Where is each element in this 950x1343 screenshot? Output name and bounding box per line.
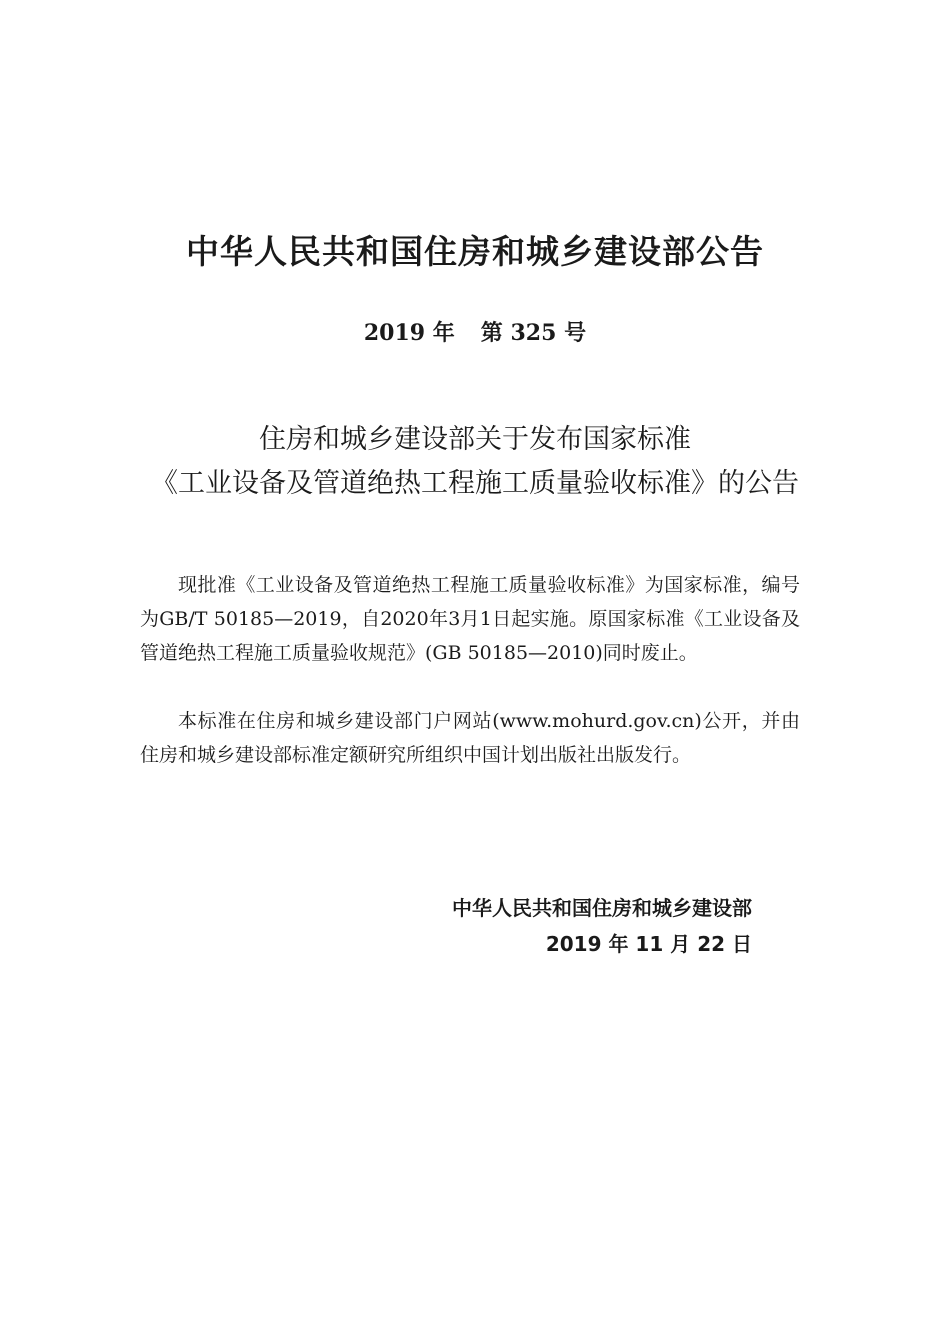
announcement-number-prefix: 第 — [480, 321, 503, 346]
announcement-number — [0, 316, 950, 347]
body-paragraph-approval: 现批准《工业设备及管道绝热工程施工质量验收标准》为国家标准，编号为GB/T 50185—2019，自2020年3月1日起实施。原国家标准《工业设备及管道绝热工程施工质量验收规范》(GB 50185—2010)同时废止。 — [140, 574, 800, 664]
announcement-number-value: 325 — [510, 320, 557, 346]
announcement-subject-line-1: 住房和城乡建设部关于发布国家标准 — [259, 424, 691, 455]
announcement-year-suffix: 年 — [432, 321, 455, 346]
announcement-year: 2019 — [363, 320, 426, 346]
signature-organization: 中华人民共和国住房和城乡建设部 — [452, 896, 752, 920]
announcement-title: 中华人民共和国住房和城乡建设部公告 — [186, 232, 764, 271]
body-paragraph-publication: 本标准在住房和城乡建设部门户网站(www.mohurd.gov.cn)公开，并由住房和城乡建设部标准定额研究所组织中国计划出版社出版发行。 — [140, 710, 800, 766]
signature-date: 2019 年 11 月 22 日 — [545, 932, 752, 956]
announcement-subject-line-2: 《工业设备及管道绝热工程施工质量验收标准》的公告 — [151, 468, 799, 499]
announcement-number-suffix: 号 — [564, 321, 587, 346]
